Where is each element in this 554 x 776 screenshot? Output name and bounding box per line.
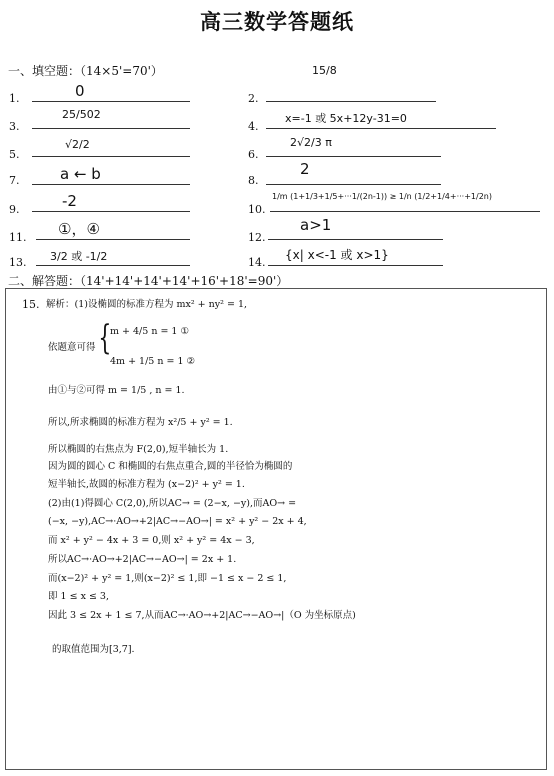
blank-number: 12. (248, 231, 266, 244)
solution-line: 的取值范围为[3,7]. (52, 644, 135, 655)
solution-line: 4m + 1/5 n = 1 ② (110, 356, 196, 367)
section-answer-heading: 二、解答题：（14'+14'+14'+14'+16'+18'=90'） (8, 274, 289, 288)
blank-number: 5. (9, 148, 20, 161)
solution-line: 而(x−2)² + y² = 1,则(x−2)² ≤ 1,即 −1 ≤ x − 2 ≤ 1, (48, 573, 287, 584)
solution-line: 而 x² + y² − 4x + 3 = 0,则 x² + y² = 4x − 3, (48, 535, 255, 546)
solution-line: 所以椭圆的右焦点为 F(2,0),短半轴长为 1. (48, 444, 229, 455)
section-fill-blank-heading: 一、填空题：（14×5'=70'） (8, 64, 163, 78)
blank-number: 8. (248, 174, 259, 187)
answer-box (5, 288, 547, 770)
blank-answer: 1/m (1+1/3+1/5+···1/(2n-1)) ≥ 1/n (1/2+1/4+···+1/2n) (272, 192, 492, 201)
blank-number: 9. (9, 203, 20, 216)
blank-answer: -2 (62, 192, 77, 210)
solution-line: (2)由(1)得圆心 C(2,0),所以AC→ = (2−x, −y),而AO→ = (48, 498, 297, 509)
blank-answer: 25/502 (62, 108, 101, 121)
solution-line: 因此 3 ≤ 2x + 1 ≤ 7,从而AC→·AO→+2|AC→−AO→|（O 为坐标原点) (48, 610, 356, 621)
blank-answer: 0 (75, 82, 85, 100)
solution-line: 依题意可得 (48, 342, 96, 353)
blank-number: 6. (248, 148, 259, 161)
blank-number: 4. (248, 120, 259, 133)
blank-number: 2. (248, 92, 259, 105)
blank-answer: a ← b (60, 165, 101, 183)
solution-line: 由①与②可得 m = 1/5 , n = 1. (48, 385, 185, 396)
blank-number: 13. (9, 256, 27, 269)
blank-number: 14. (248, 256, 266, 269)
blank-number: 3. (9, 120, 20, 133)
solution-line: (−x, −y),AC→·AO→+2|AC→−AO→| = x² + y² − 2x + 4, (48, 516, 307, 527)
blank-answer: 15/8 (312, 64, 337, 77)
solution-line: 短半轴长,故圆的标准方程为 (x−2)² + y² = 1. (48, 479, 245, 490)
solution-line: 解析：(1)设椭圆的标准方程为 mx² + ny² = 1, (46, 299, 248, 310)
blank-number: 10. (248, 203, 266, 216)
blank-answer: ①，④ (58, 220, 100, 238)
blank-number: 11. (9, 231, 27, 244)
solution-line: 所以AC→·AO→+2|AC→−AO→| = 2x + 1. (48, 554, 237, 565)
blank-answer: a>1 (300, 216, 332, 234)
solution-line: 因为圆的圆心 C 和椭圆的右焦点重合,圆的半径恰为椭圆的 (48, 461, 293, 472)
brace: { (98, 318, 112, 358)
blank-answer: {x| x<-1 或 x>1} (285, 248, 389, 262)
blank-number: 7. (9, 174, 20, 187)
blank-answer: 3/2 或 -1/2 (50, 250, 108, 263)
solution-line: m + 4/5 n = 1 ① (110, 326, 190, 337)
question-number: 15. (22, 298, 40, 311)
blank-answer: 2√2/3 π (290, 136, 332, 149)
blank-answer: 2 (300, 160, 310, 178)
blank-answer: x=-1 或 5x+12y-31=0 (285, 112, 407, 125)
page-title: 高三数学答题纸 (200, 9, 354, 34)
solution-line: 即 1 ≤ x ≤ 3, (48, 591, 109, 602)
blank-number: 1. (9, 92, 20, 105)
solution-line: 所以,所求椭圆的标准方程为 x²/5 + y² = 1. (48, 417, 233, 428)
blank-answer: √2/2 (65, 138, 90, 151)
